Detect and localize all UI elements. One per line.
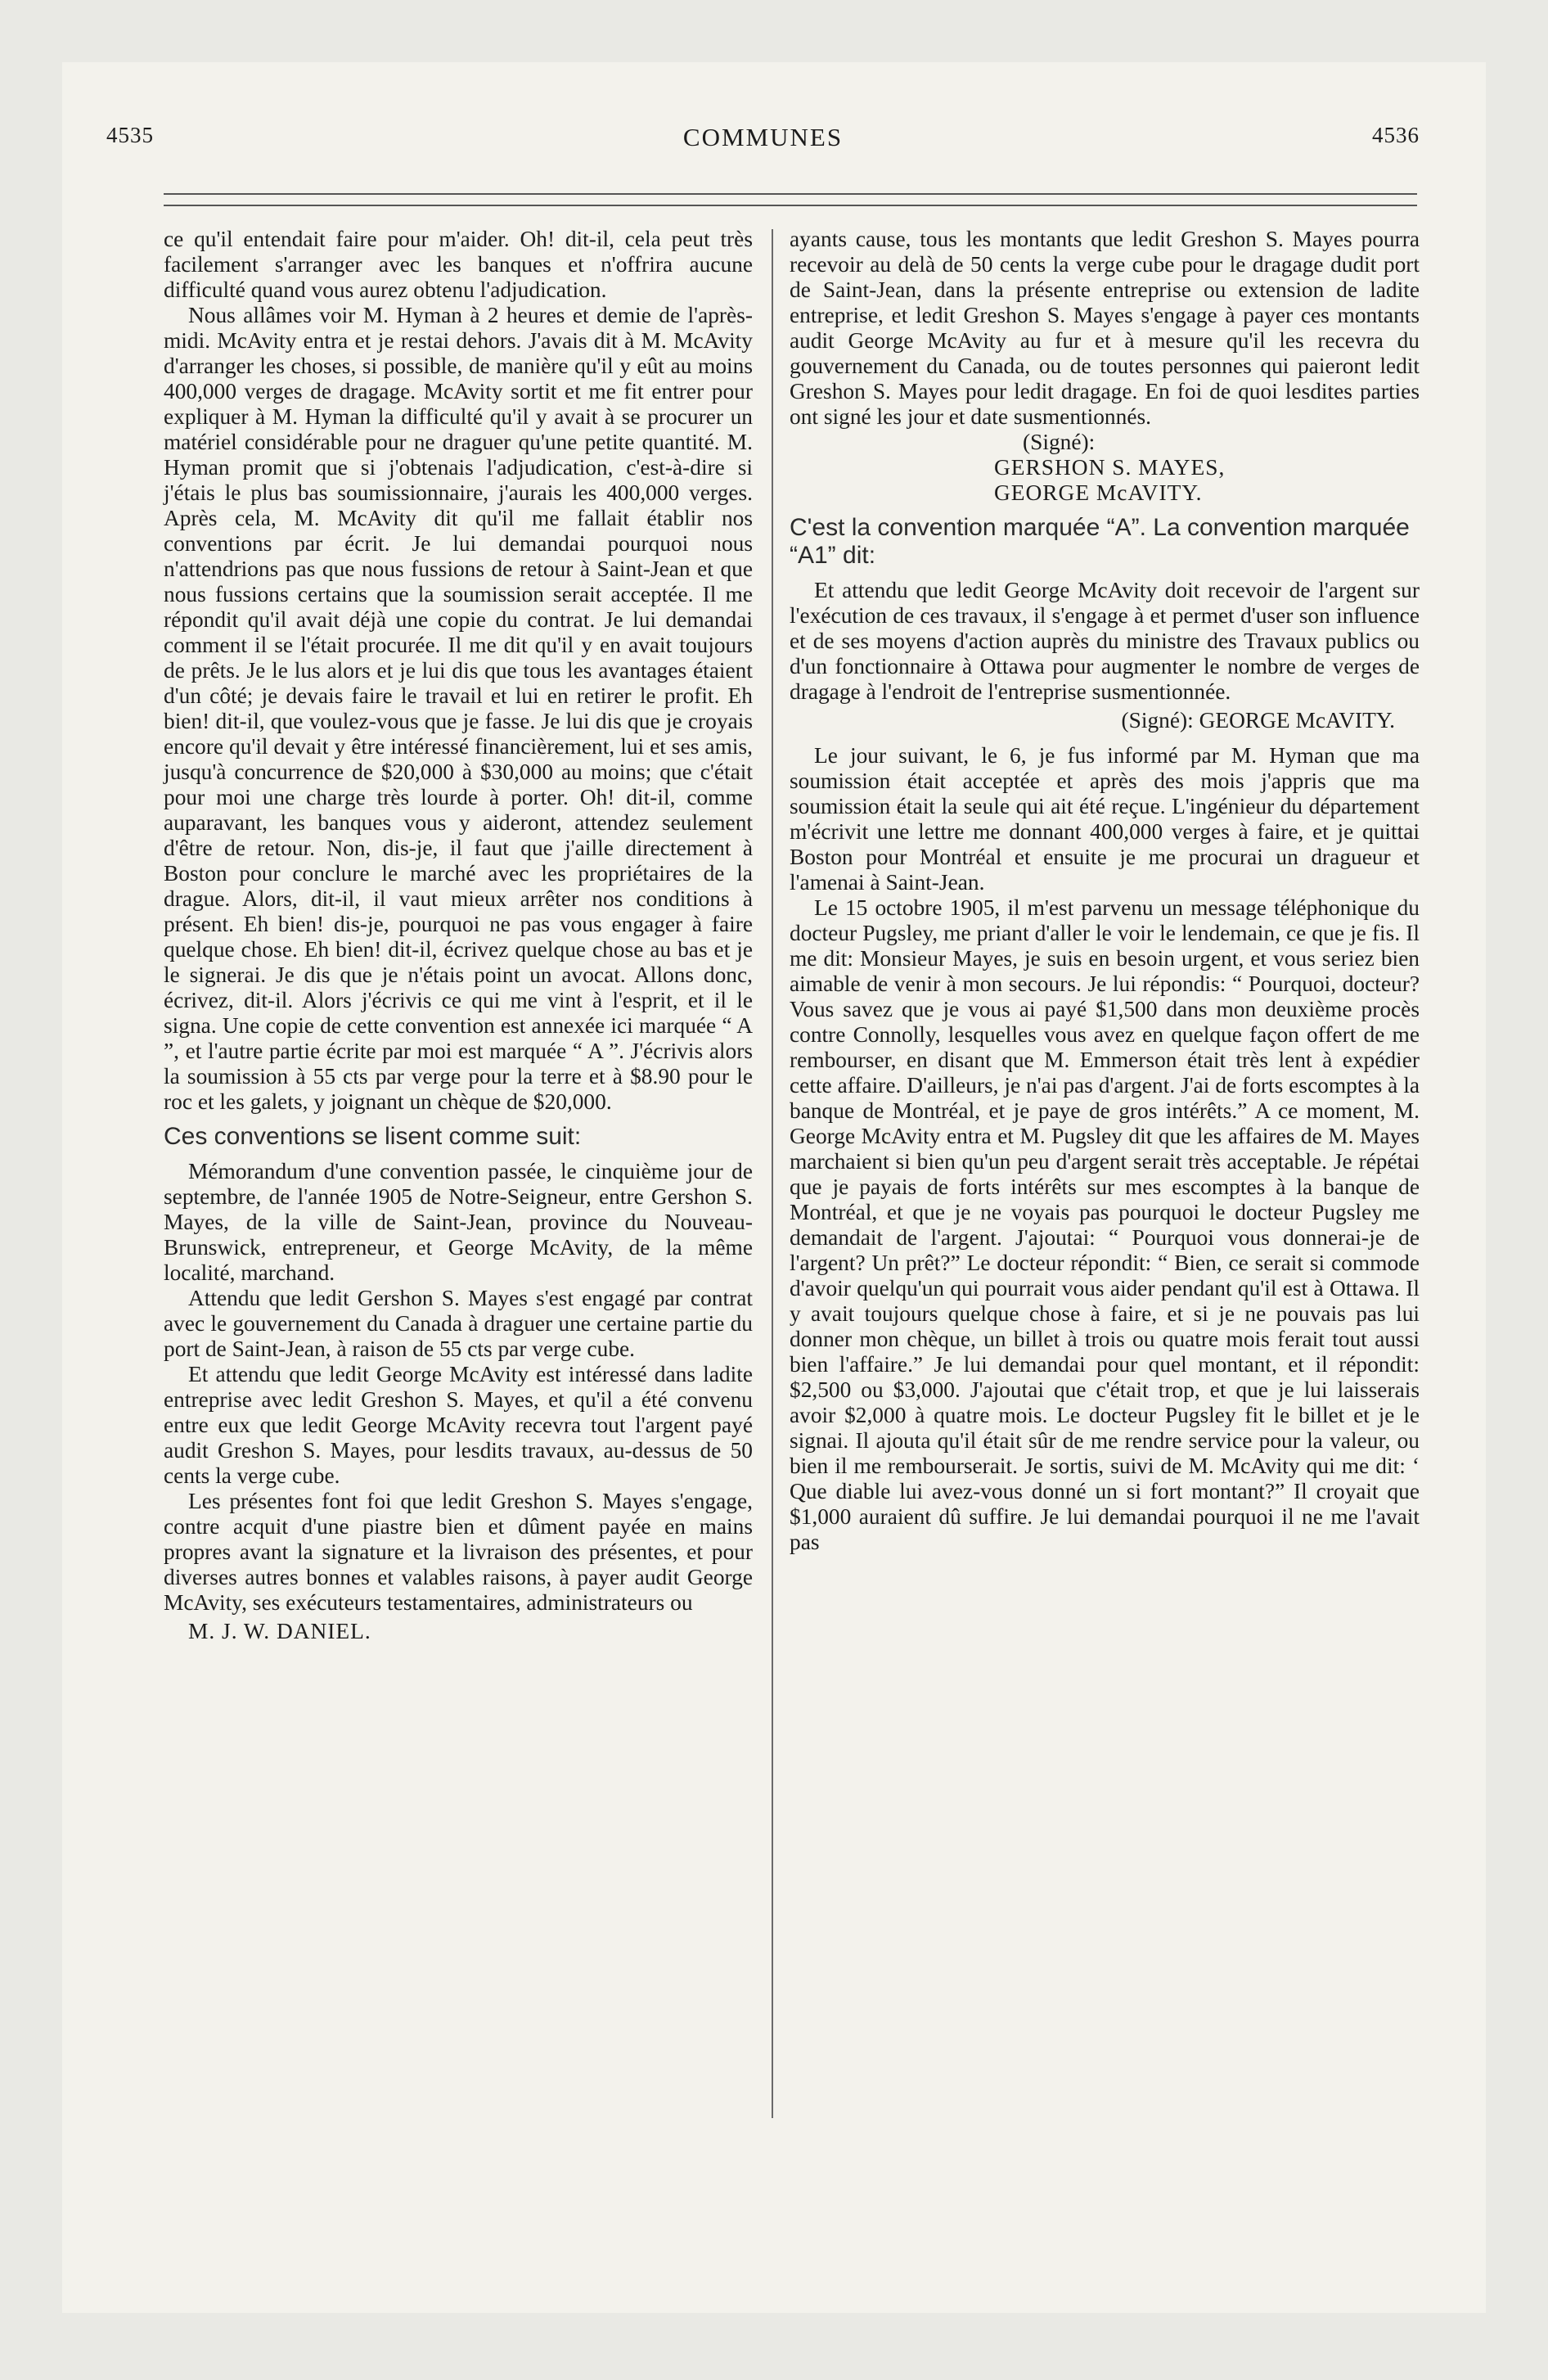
- header-rule-bottom: [164, 205, 1417, 206]
- signature-line: (Signé): GEORGE McAVITY.: [1121, 708, 1395, 732]
- speaker-name: M. J. W. DANIEL.: [188, 1619, 371, 1643]
- paragraph: Nous allâmes voir M. Hyman à 2 heures et demie de l'après-midi. McAvity entra et je restai dehors. J'avais dit à M. McAvity d'arranger les choses, si possible, de manière qu'il y eût au moins 400,000 verges de dragage. McAvity sortit et me fit entrer pour expliquer à M. Hyman la difficulté qu'il y avait à se procurer un matériel considérable pour ne draguer qu'une petite quantité. M. Hyman promit que si j'obtenais l'adjudication, c'est-à-dire si j'étais le plus bas soumissionnaire, j'aurais les 400,000 verges. Après cela, M. McAvity dit qu'il me fallait établir nos conventions par écrit. Je lui demandai pourquoi nous n'attendrions pas que nous fussions de retour à Saint-Jean et que nous fussions certains que la soumission serait acceptée. Il me répondit qu'il avait déjà une copie du contrat. Je lui demandai comment il se l'était procurée. Il me dit qu'il y en avait toujours de prêts. Je le lus alors et je lui dis que tous les avantages étaient d'un côté; je devais faire le travail et lui en retirer le profit. Eh bien! dit-il, que voulez-vous que je fasse. Je lui dis que je croyais encore qu'il devait y être intéressé financièrement, lui et ses amis, jusqu'à concurrence de $20,000 à $30,000 au moins; que c'était pour moi une charge très lourde à porter. Oh! dit-il, comme auparavant, les banques vous y aideront, attendez seulement d'être de retour. Non, dis-je, il faut que j'aille directement à Boston pour conclure le marché avec les propriétaires de la drague. Alors, dit-il, il vaut mieux arrêter nos conditions à présent. Eh bien! dis-je, pourquoi ne pas vous engager à faire quelque chose. Eh bien! dit-il, écrivez quelque chose au bas et je le signerai. Je dis que je n'étais point un avocat. Allons donc, écrivez, dit-il. Alors j'écrivis ce qui me vint à l'esprit, et il le signa. Une copie de cette convention est annexée ici marquée “ A ”, et l'autre partie écrite par moi est marquée “ A ”. J'écrivis alors la soumission à 55 cts par verge pour la terre et à $8.90 pour le roc et les galets, y joignant un chèque de $20,000.: [164, 303, 753, 1114]
- paragraph: Le 15 octobre 1905, il m'est parvenu un message téléphonique du docteur Pugsley, me priant d'aller le voir le lendemain, ce que je fis. Il me dit: Monsieur Mayes, je suis en besoin urgent, et vous seriez bien aimable de venir à mon secours. Je lui répondis: “ Pourquoi, docteur? Vous savez que je vous ai payé $1,500 dans mon deuxième procès contre Connolly, lesquelles vous avez en quelque façon offert de me rembourser, en disant que M. Emmerson était très lent à expédier cette affaire. D'ailleurs, je n'ai pas d'argent. J'ai de forts escomptes à la banque de Montréal, et je paye de gros intérêts.” A ce moment, M. George McAvity entra et M. Pugsley dit que les affaires de M. Mayes marchaient si bien qu'un peu d'argent serait très acceptable. Je répétai que je payais de forts intérêts sur mes escomptes à la banque de Montréal, et que je ne voyais pas pourquoi le docteur Pugsley me demandait de l'argent. J'ajoutai: “ Pourquoi vous donnerai-je de l'argent? Un prêt?” Le docteur répondit: “ Bien, ce serait si commode d'avoir quelqu'un qui pourrait vous aider pendant qu'il est à Ottawa. Il y avait toujours quelque chose à faire, et si je ne pouvais pas lui donner mon chèque, un billet à trois ou quatre mois ferait tout aussi bien l'affaire.” Je lui demandai pour quel montant, et il répondit: $2,500 ou $3,000. J'ajoutai que c'était trop, et que je lui laisserais avoir $2,000 à quatre mois. Le docteur Pugsley fit le billet et je le signai. Il ajouta qu'il était sûr de me rendre service pour la valeur, ou bien il me rembourserait. Je sortis, suivi de M. McAvity qui me dit: ‘ Que diable lui avez-vous donné un si fort montant?” Il croyait que $1,000 auraient dû suffire. Je lui demandai pourquoi il ne me l'avait pas: [790, 895, 1420, 1554]
- section-heading: C'est la convention marquée “A”. La convention marquée “A1” dit:: [790, 514, 1410, 569]
- signature-block: [790, 430, 1420, 506]
- page-number-right: 4536: [1372, 123, 1420, 147]
- page-number-left: 4535: [106, 123, 154, 147]
- paragraph: Et attendu que ledit George McAvity est intéressé dans ladite entreprise avec ledit Greshon S. Mayes, et qu'il a été convenu entre eux que ledit George McAvity recevra tout l'argent payé audit Greshon S. Mayes, pour lesdits travaux, au-dessus de 50 cents la verge cube.: [164, 1362, 753, 1488]
- paragraph: ayants cause, tous les montants que ledit Greshon S. Mayes pourra recevoir au delà de 50 cents la verge cube pour le dragage dudit port de Saint-Jean, dans la présente entreprise ou extension de ladite entreprise, et ledit Greshon S. Mayes s'engage à payer ces montants audit George McAvity au fur et à mesure qu'il les recevra du gouvernement du Canada, ou de toutes personnes qui paieront ledit Greshon S. Mayes pour ledit dragage. En foi de quoi lesdites parties ont signé les jour et date susmentionnés.: [790, 227, 1420, 429]
- signature-name: GEORGE McAVITY.: [994, 480, 1203, 505]
- header-rule-top: [164, 193, 1417, 195]
- section-heading: Ces conventions se lisent comme suit:: [164, 1123, 582, 1150]
- signature-name: GERSHON S. MAYES,: [994, 455, 1226, 480]
- paragraph: Le jour suivant, le 6, je fus informé par M. Hyman que ma soumission était acceptée et après des mois j'appris que ma soumission était la seule qui ait été reçue. L'ingénieur du département m'écrivit une lettre me donnant 400,000 verges à faire, et je quittai Boston pour Montréal et ensuite je me procurai un dragueur et l'amenai à Saint-Jean.: [790, 743, 1420, 895]
- running-title: COMMUNES: [682, 123, 844, 151]
- paragraph: Attendu que ledit Gershon S. Mayes s'est engagé par contrat avec le gouvernement du Canada à draguer une certaine partie du port de Saint-Jean, à raison de 55 cts par verge cube.: [164, 1286, 753, 1361]
- right-column: [790, 227, 1420, 1555]
- page-header: [106, 123, 1420, 156]
- paragraph: Mémorandum d'une convention passée, le cinquième jour de septembre, de l'année 1905 de Notre-Seigneur, entre Gershon S. Mayes, de la ville de Saint-Jean, province du Nouveau-Brunswick, entrepreneur, et George McAvity, de la même localité, marchand.: [164, 1159, 753, 1285]
- paragraph: Et attendu que ledit George McAvity doit recevoir de l'argent sur l'exécution de ces travaux, il s'engage à et permet d'user son influence et de ses moyens d'action auprès du ministre des Travaux publics ou d'un fonctionnaire à Ottawa pour augmenter le nombre de verges de dragage à l'endroit de l'entreprise susmentionnée.: [790, 578, 1420, 704]
- left-column: [164, 227, 753, 1644]
- signature-label: (Signé):: [1023, 430, 1096, 454]
- paragraph: ce qu'il entendait faire pour m'aider. Oh! dit-il, cela peut très facilement s'arranger avec les banques et n'offrira aucune difficulté quand vous aurez obtenu l'adjudication.: [164, 227, 753, 302]
- paragraph: Les présentes font foi que ledit Greshon S. Mayes s'engage, contre acquit d'une piastre bien et dûment payée en mains propres avant la signature et la livraison des présentes, et pour diverses autres bonnes et valables raisons, à payer audit George McAvity, ses exécuteurs testamentaires, administrateurs ou: [164, 1489, 753, 1615]
- column-divider: [772, 229, 773, 2118]
